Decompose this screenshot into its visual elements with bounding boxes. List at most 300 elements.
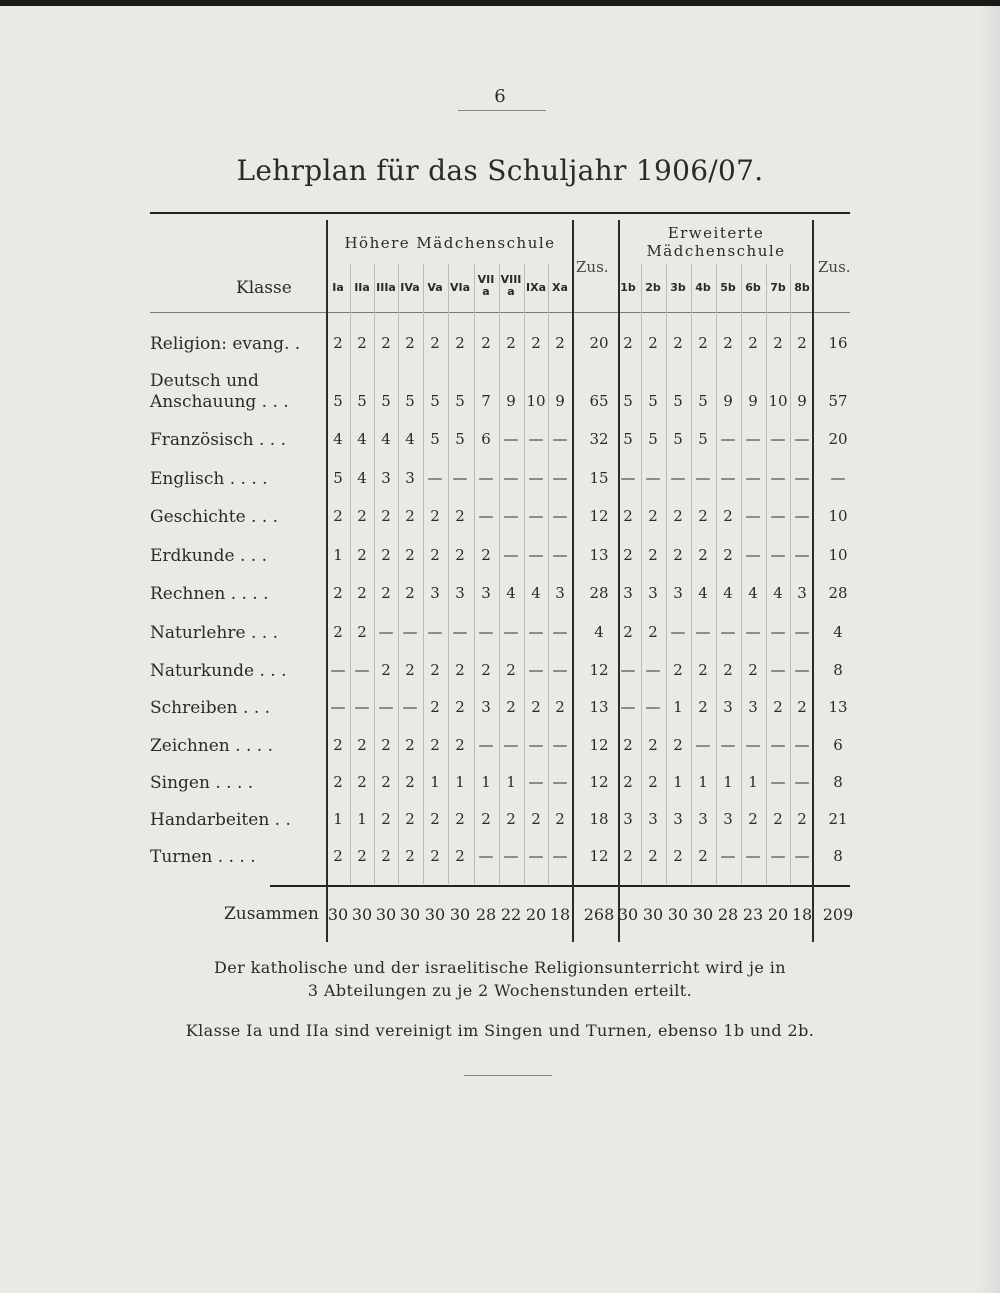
table-cell: 1 — [333, 810, 343, 828]
table-cell: — — [695, 623, 711, 641]
table-cell: 2 — [357, 847, 367, 865]
row-zus1: 4 — [594, 623, 604, 641]
row-zus1: 12 — [589, 847, 609, 865]
table-cell: — — [528, 507, 544, 525]
table-cell: 5 — [333, 392, 343, 410]
column-header-7b: 7b — [770, 281, 786, 294]
table-cell: 2 — [698, 546, 708, 564]
table-cell: 2 — [531, 698, 541, 716]
page-shadow — [978, 0, 1000, 1293]
table-cell: — — [794, 507, 810, 525]
row-label: Naturkunde . . . — [150, 661, 287, 681]
zusammen-cell: 23 — [742, 905, 764, 924]
row-zus1: 18 — [589, 810, 609, 828]
table-cell: 4 — [531, 584, 541, 602]
column-header-xa: Xa — [552, 281, 568, 294]
table-divider-zus1-left — [572, 220, 574, 942]
table-cell: — — [552, 546, 568, 564]
table-cell: 2 — [357, 736, 367, 754]
table-cell: 2 — [381, 584, 391, 602]
table-cell: — — [552, 736, 568, 754]
table-cell: — — [528, 773, 544, 791]
table-cell: 2 — [773, 334, 783, 352]
zusammen-cell: 22 — [500, 905, 522, 924]
table-cell: — — [552, 847, 568, 865]
table-cell: 2 — [773, 810, 783, 828]
table-cell: 3 — [405, 469, 415, 487]
zusammen-label: Zusammen — [224, 904, 319, 924]
row-label: Religion: evang. . — [150, 334, 301, 354]
table-cell: 2 — [481, 810, 491, 828]
table-cell: 5 — [698, 430, 708, 448]
table-cell: 2 — [430, 847, 440, 865]
table-cell: — — [528, 736, 544, 754]
table-cell: — — [794, 773, 810, 791]
table-cell: — — [645, 698, 661, 716]
table-cell: 2 — [333, 847, 343, 865]
klasse-header: Klasse — [236, 278, 292, 298]
table-cell: 2 — [430, 698, 440, 716]
table-cell: 2 — [748, 661, 758, 679]
table-cell: 3 — [698, 810, 708, 828]
page-title: Lehrplan für das Schuljahr 1906/07. — [236, 154, 764, 187]
table-cell: — — [794, 546, 810, 564]
table-cell: 2 — [381, 810, 391, 828]
column-header-6b: 6b — [745, 281, 761, 294]
table-cell: 2 — [623, 847, 633, 865]
table-cell: 4 — [723, 584, 733, 602]
table-cell: 2 — [698, 334, 708, 352]
column-header-va: Va — [427, 281, 443, 294]
table-cell: 5 — [673, 430, 683, 448]
zusammen-cell: 30 — [667, 905, 689, 924]
table-cell: 2 — [673, 334, 683, 352]
table-cell: 3 — [648, 584, 658, 602]
table-cell: — — [478, 623, 494, 641]
table-cell: — — [528, 430, 544, 448]
zusammen-cell: 30 — [617, 905, 639, 924]
table-cell: 2 — [555, 334, 565, 352]
table-cell: 2 — [648, 736, 658, 754]
row-label: Singen . . . . — [150, 773, 254, 793]
table-cell: 2 — [455, 507, 465, 525]
table-cell: 2 — [506, 810, 516, 828]
table-cell: — — [478, 507, 494, 525]
table-cell: — — [552, 623, 568, 641]
table-cell: 2 — [506, 661, 516, 679]
row-zus1: 12 — [589, 661, 609, 679]
table-cell: 5 — [455, 430, 465, 448]
table-cell: — — [770, 736, 786, 754]
table-cell: — — [330, 698, 346, 716]
table-cell: — — [670, 469, 686, 487]
zusammen-cell: 30 — [351, 905, 373, 924]
table-header-rule — [150, 312, 850, 313]
table-cell: 2 — [405, 584, 415, 602]
table-cell: — — [745, 847, 761, 865]
table-cell: 2 — [357, 584, 367, 602]
table-total-rule — [270, 885, 850, 887]
column-separator — [423, 264, 424, 884]
table-cell: 3 — [648, 810, 658, 828]
table-cell: 2 — [333, 334, 343, 352]
table-cell: — — [452, 623, 468, 641]
table-cell: — — [427, 623, 443, 641]
table-cell: 3 — [673, 810, 683, 828]
table-divider-klasse — [326, 220, 328, 942]
table-cell: 4 — [506, 584, 516, 602]
table-cell: 2 — [455, 847, 465, 865]
column-header-1b: 1b — [620, 281, 636, 294]
row-zus2: 57 — [828, 392, 848, 410]
table-cell: 1 — [481, 773, 491, 791]
table-cell: — — [770, 507, 786, 525]
table-cell: — — [745, 736, 761, 754]
table-cell: 5 — [673, 392, 683, 410]
table-cell: — — [770, 773, 786, 791]
table-cell: 2 — [381, 736, 391, 754]
table-cell: 9 — [797, 392, 807, 410]
zusammen-cell: 28 — [475, 905, 497, 924]
row-label: Turnen . . . . — [150, 847, 256, 867]
table-cell: 2 — [648, 847, 658, 865]
table-cell: 5 — [648, 430, 658, 448]
table-cell: 3 — [748, 698, 758, 716]
row-zus1: 20 — [589, 334, 609, 352]
row-label: Rechnen . . . . — [150, 584, 269, 604]
table-cell: 1 — [506, 773, 516, 791]
table-cell: 5 — [357, 392, 367, 410]
column-separator — [741, 264, 742, 884]
table-cell: 2 — [673, 661, 683, 679]
table-cell: 4 — [333, 430, 343, 448]
table-cell: — — [552, 430, 568, 448]
table-cell: — — [794, 430, 810, 448]
group2-title: Erweiterte Mädchenschule — [646, 224, 786, 260]
row-zus1: 15 — [589, 469, 609, 487]
row-label: Naturlehre . . . — [150, 623, 278, 643]
table-cell: 2 — [797, 334, 807, 352]
table-cell: 2 — [648, 507, 658, 525]
column-separator — [790, 264, 791, 884]
zusammen-cell: 20 — [767, 905, 789, 924]
table-cell: 5 — [623, 392, 633, 410]
column-header-ixa: IXa — [526, 281, 546, 294]
table-cell: 2 — [430, 507, 440, 525]
table-cell: — — [620, 698, 636, 716]
table-cell: — — [794, 623, 810, 641]
table-cell: 2 — [623, 736, 633, 754]
table-cell: 2 — [648, 623, 658, 641]
table-cell: 9 — [723, 392, 733, 410]
row-label: Zeichnen . . . . — [150, 736, 273, 756]
table-cell: 5 — [648, 392, 658, 410]
column-separator — [398, 264, 399, 884]
table-cell: 4 — [381, 430, 391, 448]
row-zus1: 13 — [589, 698, 609, 716]
row-zus2: 8 — [833, 661, 843, 679]
table-cell: — — [745, 546, 761, 564]
note-religion-line2: 3 Abteilungen zu je 2 Wochenstunden erteilt. — [307, 981, 693, 1000]
table-cell: — — [720, 736, 736, 754]
table-cell: 2 — [481, 334, 491, 352]
table-cell: 2 — [623, 334, 633, 352]
row-label: Handarbeiten . . — [150, 810, 291, 830]
table-cell: 2 — [381, 773, 391, 791]
table-cell: 2 — [673, 507, 683, 525]
table-cell: 1 — [673, 698, 683, 716]
table-cell: — — [745, 469, 761, 487]
table-cell: — — [695, 469, 711, 487]
table-cell: 9 — [748, 392, 758, 410]
table-cell: 2 — [455, 736, 465, 754]
table-cell: 2 — [773, 698, 783, 716]
row-zus2: 28 — [828, 584, 848, 602]
row-zus2: 16 — [828, 334, 848, 352]
table-cell: 5 — [698, 392, 708, 410]
zusammen-zus2: 209 — [822, 905, 854, 924]
column-separator — [766, 264, 767, 884]
table-cell: 2 — [723, 334, 733, 352]
table-cell: 6 — [481, 430, 491, 448]
table-cell: 2 — [405, 736, 415, 754]
table-cell: — — [745, 623, 761, 641]
table-cell: 3 — [381, 469, 391, 487]
row-zus2: 8 — [833, 847, 843, 865]
table-cell: 3 — [481, 584, 491, 602]
column-header-iiia: IIIa — [376, 281, 396, 294]
row-zus2: — — [830, 469, 846, 487]
row-zus1: 65 — [589, 392, 609, 410]
table-cell: 3 — [797, 584, 807, 602]
table-cell: 2 — [357, 334, 367, 352]
column-separator — [716, 264, 717, 884]
column-separator — [474, 264, 475, 884]
table-cell: 4 — [698, 584, 708, 602]
table-cell: 2 — [333, 623, 343, 641]
table-cell: 2 — [648, 773, 658, 791]
table-cell: 2 — [723, 546, 733, 564]
table-cell: — — [695, 736, 711, 754]
row-zus2: 10 — [828, 546, 848, 564]
table-cell: 2 — [555, 810, 565, 828]
table-cell: 4 — [773, 584, 783, 602]
table-cell: — — [452, 469, 468, 487]
column-separator — [641, 264, 642, 884]
column-header-viia: VII a — [477, 273, 495, 298]
table-cell: — — [770, 546, 786, 564]
table-cell: 5 — [430, 430, 440, 448]
table-cell: 2 — [698, 661, 708, 679]
column-separator — [691, 264, 692, 884]
table-cell: 5 — [333, 469, 343, 487]
column-header-iva: IVa — [400, 281, 420, 294]
page-number: 6 — [494, 86, 506, 107]
table-cell: — — [552, 469, 568, 487]
group1-title: Höhere Mädchenschule — [344, 234, 556, 252]
table-cell: 1 — [698, 773, 708, 791]
table-cell: — — [720, 469, 736, 487]
table-cell: — — [354, 698, 370, 716]
table-cell: — — [670, 623, 686, 641]
row-label: Englisch . . . . — [150, 469, 268, 489]
table-cell: — — [794, 736, 810, 754]
zusammen-cell: 30 — [399, 905, 421, 924]
column-header-ia: Ia — [332, 281, 344, 294]
table-cell: — — [720, 430, 736, 448]
column-header-4b: 4b — [695, 281, 711, 294]
table-cell: 2 — [723, 507, 733, 525]
table-cell: — — [503, 469, 519, 487]
table-cell: 2 — [381, 661, 391, 679]
zusammen-cell: 30 — [424, 905, 446, 924]
table-cell: — — [552, 507, 568, 525]
table-cell: 4 — [357, 430, 367, 448]
table-cell: 2 — [531, 334, 541, 352]
zusammen-cell: 28 — [717, 905, 739, 924]
table-cell: 3 — [723, 698, 733, 716]
table-cell: — — [427, 469, 443, 487]
table-cell: 3 — [555, 584, 565, 602]
table-cell: — — [720, 623, 736, 641]
table-cell: 2 — [357, 507, 367, 525]
table-cell: — — [745, 430, 761, 448]
table-cell: 3 — [455, 584, 465, 602]
row-zus1: 12 — [589, 736, 609, 754]
table-cell: — — [378, 623, 394, 641]
table-cell: 2 — [797, 698, 807, 716]
table-cell: 2 — [430, 736, 440, 754]
table-cell: — — [378, 698, 394, 716]
table-cell: — — [794, 847, 810, 865]
table-cell: — — [720, 847, 736, 865]
table-cell: 2 — [723, 661, 733, 679]
scan-edge — [0, 0, 1000, 6]
table-cell: — — [552, 773, 568, 791]
column-separator — [350, 264, 351, 884]
table-cell: 3 — [430, 584, 440, 602]
zusammen-cell: 30 — [375, 905, 397, 924]
table-cell: 2 — [455, 661, 465, 679]
table-cell: — — [645, 469, 661, 487]
zusammen-cell: 30 — [692, 905, 714, 924]
column-separator — [548, 264, 549, 884]
table-cell: — — [330, 661, 346, 679]
zusammen-cell: 18 — [791, 905, 813, 924]
row-zus2: 8 — [833, 773, 843, 791]
table-cell: 2 — [405, 334, 415, 352]
table-cell: 2 — [748, 334, 758, 352]
table-cell: — — [402, 623, 418, 641]
row-zus2: 13 — [828, 698, 848, 716]
table-cell: 2 — [623, 773, 633, 791]
table-cell: 2 — [357, 773, 367, 791]
table-cell: — — [402, 698, 418, 716]
column-header-3b: 3b — [670, 281, 686, 294]
table-cell: 2 — [357, 546, 367, 564]
table-cell: 2 — [430, 810, 440, 828]
table-cell: 10 — [526, 392, 546, 410]
table-cell: 1 — [455, 773, 465, 791]
table-cell: 3 — [623, 584, 633, 602]
table-cell: 2 — [430, 546, 440, 564]
table-cell: 2 — [698, 698, 708, 716]
table-cell: 1 — [673, 773, 683, 791]
row-zus1: 12 — [589, 773, 609, 791]
table-cell: 7 — [481, 392, 491, 410]
table-cell: 2 — [455, 546, 465, 564]
table-cell: 1 — [430, 773, 440, 791]
table-cell: 2 — [623, 623, 633, 641]
table-cell: 5 — [405, 392, 415, 410]
row-zus1: 13 — [589, 546, 609, 564]
table-top-rule — [150, 212, 850, 214]
table-cell: 2 — [506, 334, 516, 352]
table-cell: — — [770, 661, 786, 679]
table-cell: 2 — [381, 546, 391, 564]
table-cell: 2 — [405, 661, 415, 679]
row-label: Französisch . . . — [150, 430, 286, 450]
table-cell: 1 — [723, 773, 733, 791]
table-divider-zus1-right — [618, 220, 620, 942]
table-cell: 2 — [381, 334, 391, 352]
table-cell: 1 — [748, 773, 758, 791]
table-cell: 2 — [623, 507, 633, 525]
table-cell: 9 — [555, 392, 565, 410]
zusammen-cell: 20 — [525, 905, 547, 924]
row-zus1: 12 — [589, 507, 609, 525]
table-cell: 2 — [698, 847, 708, 865]
page-number-rule — [458, 110, 546, 111]
zusammen-cell: 18 — [549, 905, 571, 924]
table-cell: 2 — [405, 773, 415, 791]
column-separator — [666, 264, 667, 884]
table-cell: 3 — [723, 810, 733, 828]
row-zus2: 10 — [828, 507, 848, 525]
column-header-5b: 5b — [720, 281, 736, 294]
table-cell: 2 — [405, 546, 415, 564]
table-cell: 2 — [381, 847, 391, 865]
table-cell: — — [528, 661, 544, 679]
table-cell: 2 — [698, 507, 708, 525]
table-cell: 1 — [357, 810, 367, 828]
table-cell: 2 — [430, 661, 440, 679]
row-zus2: 21 — [828, 810, 848, 828]
table-cell: 2 — [455, 810, 465, 828]
table-cell: — — [478, 847, 494, 865]
table-cell: — — [745, 507, 761, 525]
table-cell: 2 — [673, 736, 683, 754]
table-cell: — — [770, 469, 786, 487]
table-cell: — — [503, 736, 519, 754]
table-cell: 2 — [405, 810, 415, 828]
column-separator — [524, 264, 525, 884]
table-cell: — — [503, 847, 519, 865]
table-cell: — — [645, 661, 661, 679]
table-cell: 5 — [455, 392, 465, 410]
column-separator — [374, 264, 375, 884]
column-separator — [499, 264, 500, 884]
table-cell: — — [528, 847, 544, 865]
table-cell: 2 — [481, 546, 491, 564]
table-cell: 4 — [405, 430, 415, 448]
table-cell: 2 — [648, 546, 658, 564]
column-header-via: VIa — [449, 281, 471, 294]
table-cell: 4 — [748, 584, 758, 602]
closing-rule — [464, 1075, 552, 1076]
table-cell: 2 — [430, 334, 440, 352]
column-header-2b: 2b — [645, 281, 661, 294]
